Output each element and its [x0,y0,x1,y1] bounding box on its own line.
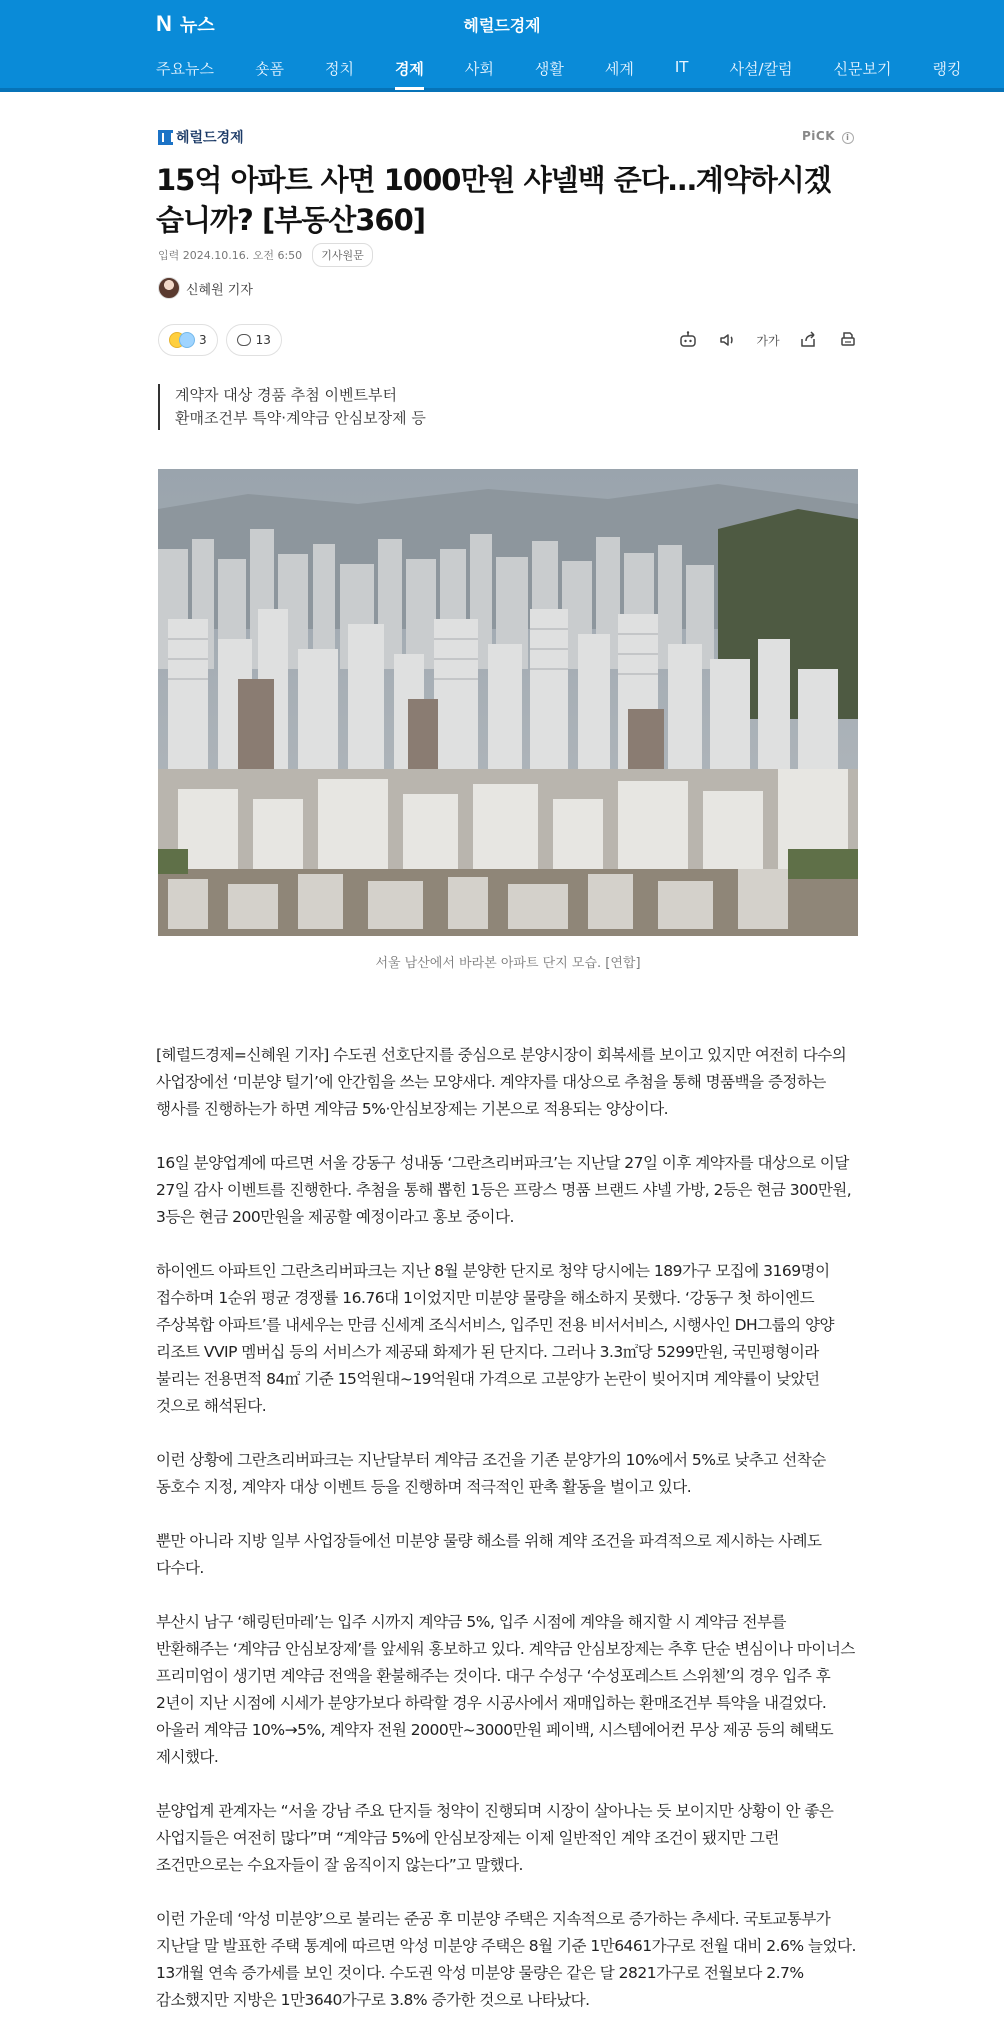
herald-logo-icon [158,130,173,145]
article-summary [158,384,426,430]
tab-world[interactable]: 세계 [604,60,634,78]
original-article-button[interactable]: 기사원문 [312,243,373,267]
category-nav [0,46,1004,92]
tab-economy[interactable]: 경제 [394,60,424,78]
body-paragraph: 16일 분양업계에 따르면 서울 강동구 성내동 ‘그란츠리버파크’는 지난달 27일 이후 계약자를 대상으로 이달 27일 감사 이벤트를 진행한다. 추첨을 통해 뽑힌 1등은 프랑스 명품 브랜드 샤넬 가방, 2등은 현금 300만원, 3등은 현금 200만원을 제공할 예정이라고 홍보 중이다. [156,1154,852,1226]
tab-life[interactable]: 생활 [534,60,564,78]
body-paragraph: 하이엔드 아파트인 그란츠리버파크는 지난 8월 분양한 단지로 청약 당시에는 189가구 모집에 3169명이 접수하며 1순위 평균 경쟁률 16.76대 1이었지만 미분양 물량을 해소하지 못했다. ‘강동구 첫 하이엔드 주상복합 아파트’를 내세우는 만큼 신세계 조식서비스, 입주민 전용 비서서비스, 시행사인 DH그룹의 양양 리조트 VVIP 멤버십 등의 서비스가 제공돼 화제가 된 단지다. 그러나 3.3㎡당 5299만원, 국민평형이라 불리는 전용면적 84㎡ 기준 15억원대~19억원대 가격으로 고분양가 논란이 빚어지며 계약률이 낮았던 것으로 해석된다. [156,1262,834,1415]
reporter-avatar [158,277,180,299]
article-dateline [158,243,373,267]
font-size-icon[interactable] [756,328,780,352]
photo-caption: 서울 남산에서 바라본 아파트 단지 모습. [연합] [375,956,641,971]
tab-it[interactable]: IT [674,58,689,76]
naver-logo: N [156,11,172,36]
article-body [156,1042,858,2041]
speaker-icon[interactable] [716,328,740,352]
reporter-link[interactable] [158,277,253,299]
body-paragraph: 이런 가운데 ‘악성 미분양’으로 불리는 준공 후 미분양 주택은 지속적으로 증가하는 추세다. 국토교통부가 지난달 말 발표한 주택 통계에 따르면 악성 미분양 주택은 8월 기준 1만6461가구로 전월 대비 2.6% 늘었다. 13개월 연속 증가세를 보인 것이다. 수도권 악성 미분양 물량은 같은 달 2821가구로 전월보다 2.7% 감소했지만 지방은 1만3640가구로 3.8% 증가한 것으로 나타났다. [156,1910,856,2009]
share-icon[interactable] [796,328,820,352]
top-bar [0,0,1004,46]
reaction-emoji-icon [169,332,195,348]
press-logo-link[interactable] [158,127,244,147]
comment-count: 13 [255,333,271,347]
reporter-name: 신혜원 기자 [186,282,253,298]
info-icon: i [842,132,854,144]
tab-newspaper[interactable]: 신문보기 [833,60,892,78]
news-label: 뉴스 [179,15,215,36]
reaction-button[interactable] [158,324,218,356]
print-icon[interactable] [836,328,860,352]
tab-politics[interactable]: 정치 [324,60,354,78]
article-title: 15억 아파트 사면 1000만원 샤넬백 준다…계약하시겠습니까? [부동산360] [156,163,831,237]
reaction-count: 3 [199,333,207,347]
summary-line: 환매조건부 특약·계약금 안심보장제 등 [175,409,426,427]
tab-shortform[interactable]: 숏폼 [254,60,284,78]
body-paragraph: 부산시 남구 ‘해링턴마레’는 입주 시까지 계약금 5%, 입주 시점에 계약을 해지할 시 계약금 전부를 반환해주는 ‘계약금 안심보장제’를 앞세워 홍보하고 있다. 계약금 안심보장제는 추후 단순 변심이나 마이너스 프리미엄이 생기면 계약금 전액을 환불해주는 것이다. 대구 수성구 ‘수성포레스트 스위첸’의 경우 입주 후 2년이 지난 시점에 시세가 분양가보다 하락할 경우 시공사에서 재매입하는 환매조건부 특약을 내걸었다. 아울러 계약금 10%→5%, 계약자 전원 2000만~3000만원 페이백, 시스템에어컨 무상 제공 등의 혜택도 제시했다. [156,1613,855,1766]
article-photo[interactable] [158,469,858,936]
apartment-skyline-image [158,469,858,936]
body-paragraph: [헤럴드경제=신혜원 기자] 수도권 선호단지를 중심으로 분양시장이 회복세를 보이고 있지만 여전히 다수의 사업장에선 ‘미분양 털기’에 안간힘을 쓰는 모양새다. 계약자를 대상으로 추첨을 통해 명품백을 증정하는 행사를 진행하는가 하면 계약금 5%·안심보장제는 기본으로 적용되는 양상이다. [156,1046,847,1118]
comment-bubble-icon [237,334,251,346]
body-paragraph: 이런 상황에 그란츠리버파크는 지난달부터 계약금 조건을 기존 분양가의 10%에서 5%로 낮추고 선착순 동호수 지정, 계약자 대상 이벤트 등을 진행하며 적극적인 판촉 활동을 벌이고 있다. [156,1451,826,1496]
summary-line: 계약자 대상 경품 추첨 이벤트부터 [175,386,397,404]
tab-editorial[interactable]: 사설/칼럼 [729,60,793,78]
tab-main-news[interactable]: 주요뉴스 [156,60,214,78]
font-size-label: 가가 [756,333,780,348]
pick-badge[interactable] [802,129,854,144]
published-date: 입력 2024.10.16. 오전 6:50 [158,249,303,262]
article-tools [676,328,860,352]
tab-society[interactable]: 사회 [464,60,494,78]
press-title[interactable]: 헤럴드경제 [463,16,541,35]
body-paragraph: 뿐만 아니라 지방 일부 사업장들에선 미분양 물량 해소를 위해 계약 조건을 파격적으로 제시하는 사례도 다수다. [156,1532,822,1577]
tab-ranking[interactable]: 랭킹 [932,60,962,78]
summary-robot-icon[interactable] [676,328,700,352]
pick-label: PiCK [802,129,836,143]
reaction-toolbar [158,324,290,356]
body-paragraph: 분양업계 관계자는 “서울 강남 주요 단지들 청약이 진행되며 시장이 살아나는 듯 보이지만 상황이 안 좋은 사업지들은 여전히 많다”며 “계약금 5%에 안심보장제는 이제 일반적인 계약 조건이 됐지만 그런 조건만으로는 수요자들이 잘 움직이지 않는다”고 말했다. [156,1802,834,1874]
comment-button[interactable] [226,324,282,356]
press-name: 헤럴드경제 [176,130,244,146]
